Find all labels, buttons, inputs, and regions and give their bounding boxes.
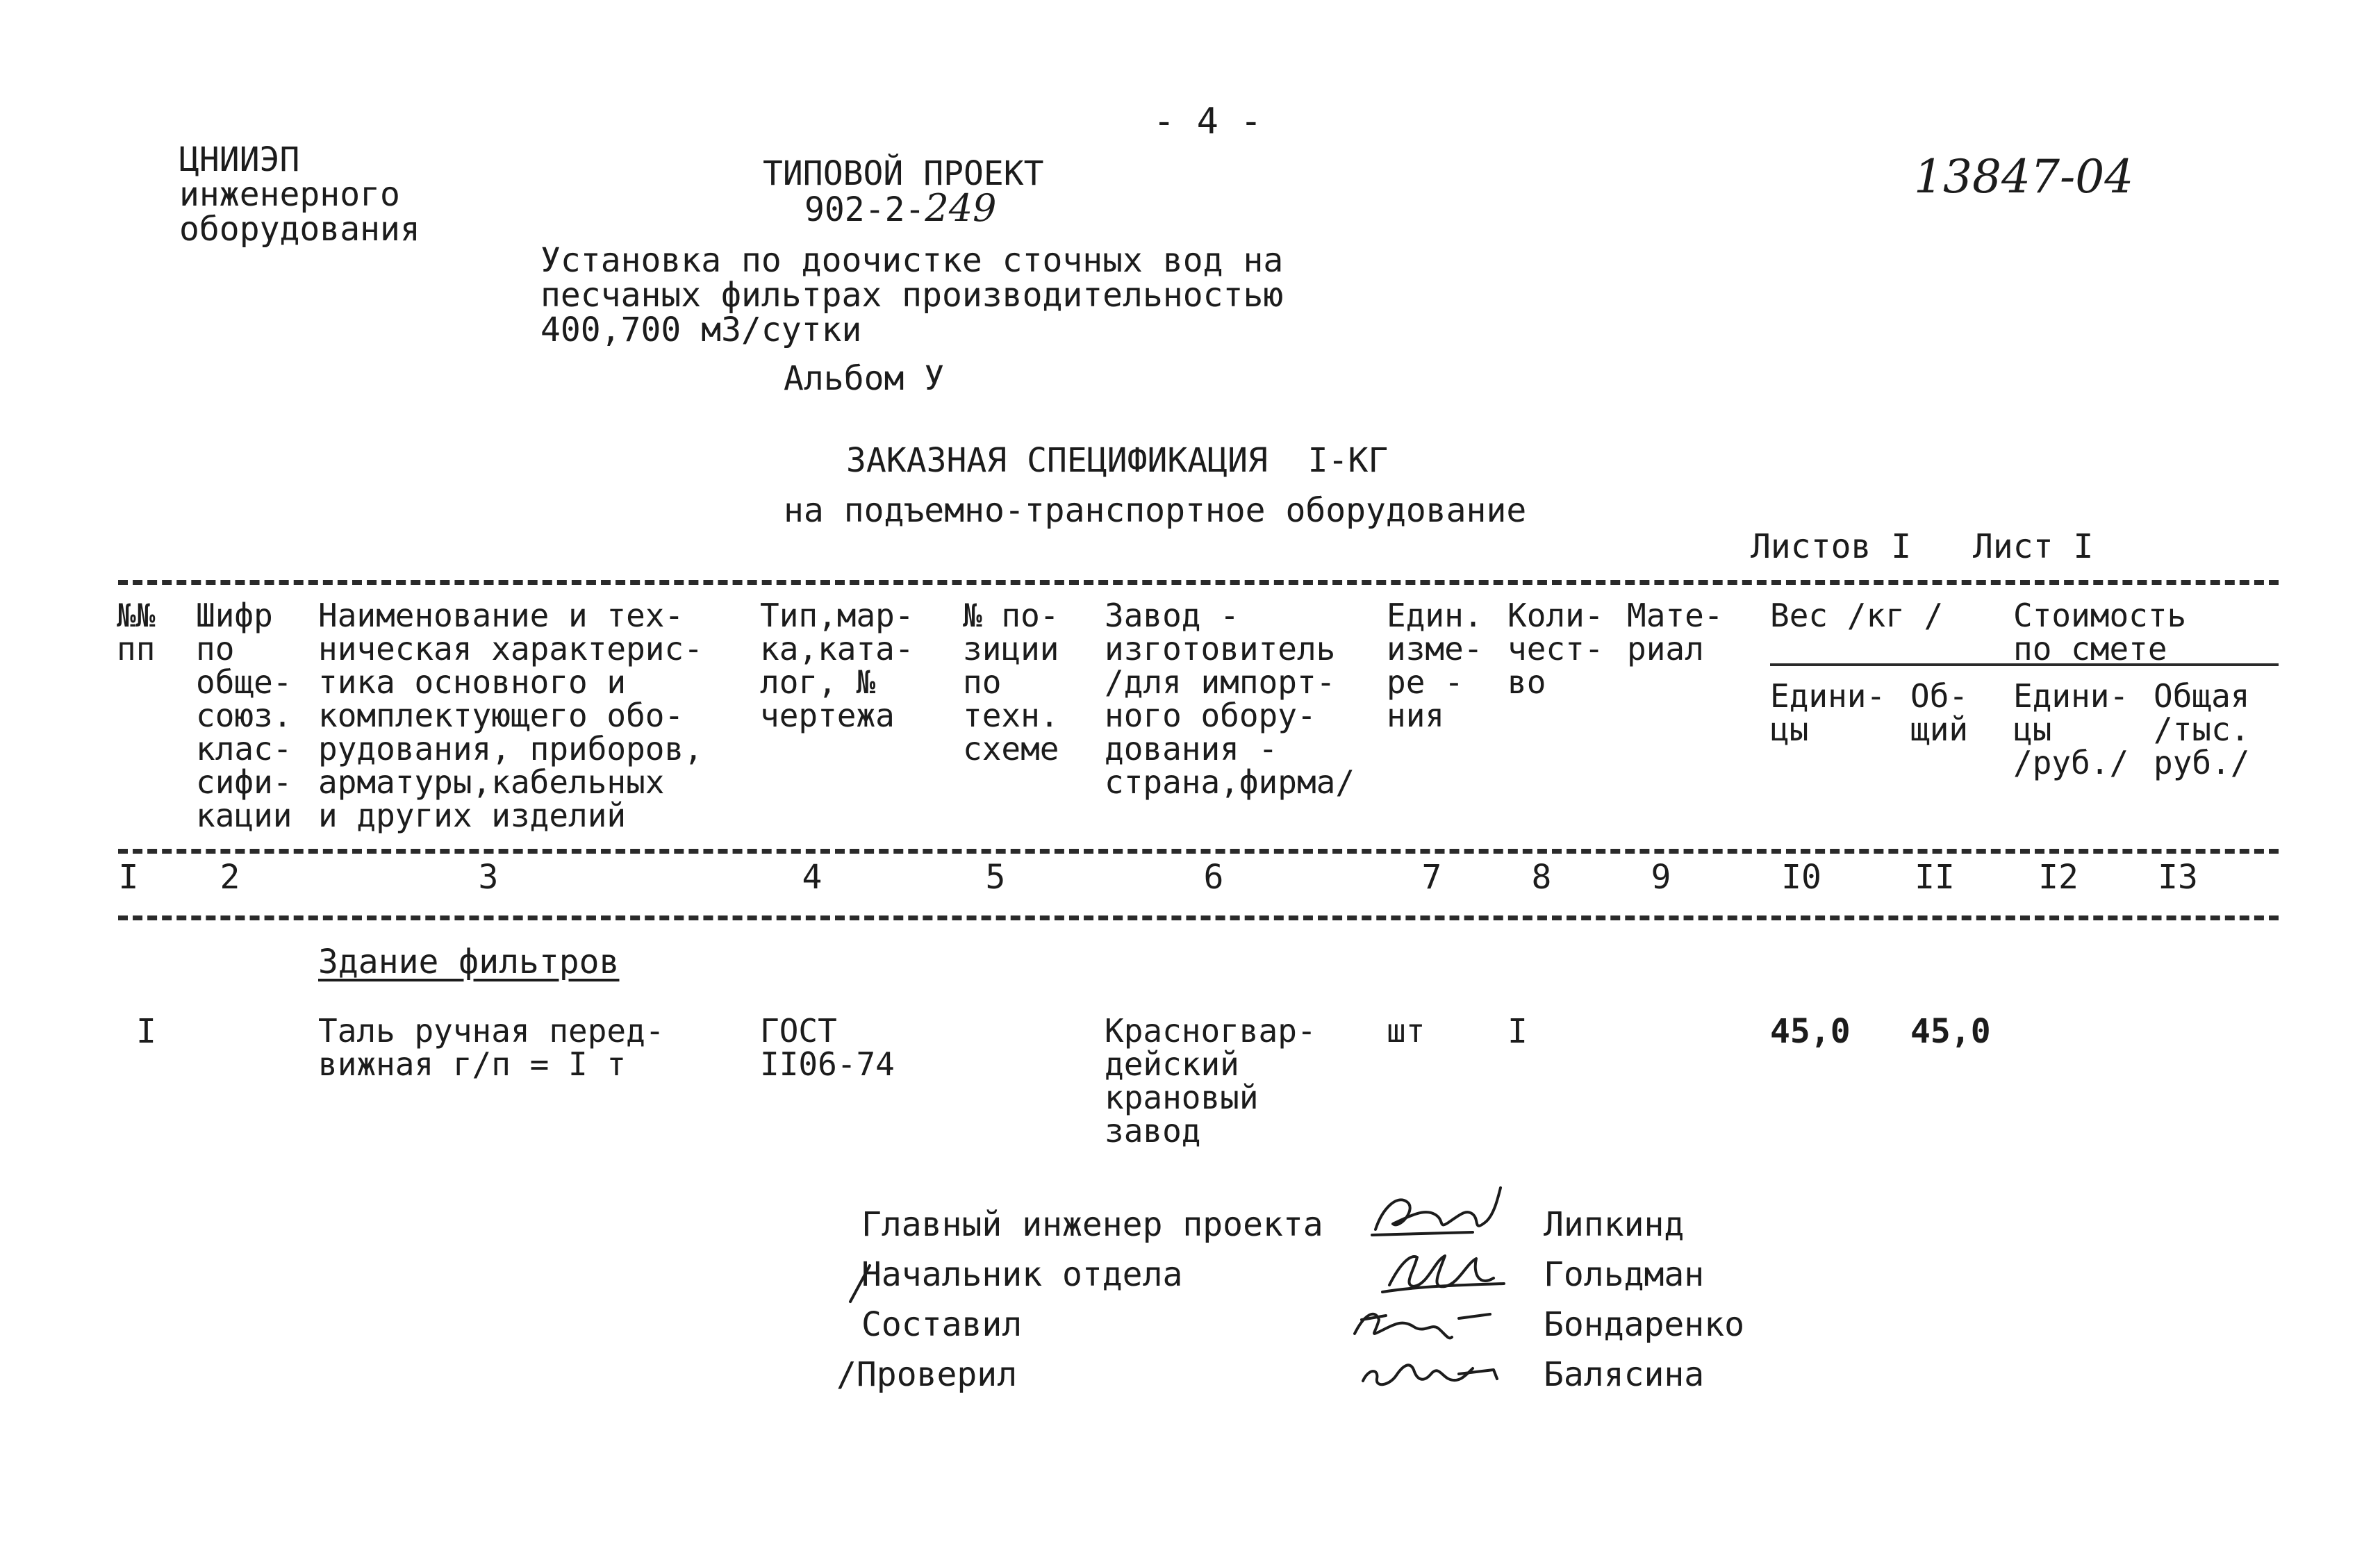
organization-name: ЦНИИЭП инженерного оборудования <box>179 140 420 249</box>
signature-scribble-3 <box>1348 1299 1501 1348</box>
header-col-2: Шифр по обще- союз. клас- сифи- кации <box>196 597 292 834</box>
colnum-11: II <box>1915 858 1955 897</box>
colnum-5: 5 <box>985 858 1006 897</box>
header-cost-group: Стоимость по смете <box>2013 597 2187 668</box>
row-number: I <box>136 1012 156 1051</box>
signature-name-compiled-by: Бондаренко <box>1544 1305 1744 1344</box>
row-weight-unit: 45,0 <box>1770 1012 1851 1051</box>
row-weight-total: 45,0 <box>1910 1012 1991 1051</box>
colnum-7: 7 <box>1421 858 1442 897</box>
colnum-2: 2 <box>220 858 240 897</box>
row-type: ГОСТ II06-74 <box>760 1012 895 1083</box>
table-top-rule <box>118 580 2279 585</box>
handwritten-slash-mark <box>846 1263 874 1304</box>
header-col-10: Едини- цы <box>1770 677 1886 748</box>
signature-name-checked-by: Балясина <box>1544 1355 1705 1394</box>
section-heading: Здание фильтров <box>318 943 620 981</box>
colnum-3: 3 <box>478 858 499 897</box>
page-number: - 4 - <box>1153 101 1262 142</box>
header-col-4: Тип,мар- ка,ката- лог, № чертежа <box>760 597 914 734</box>
row-name: Таль ручная перед- вижная г/п = I т <box>318 1012 665 1083</box>
header-bottom-rule <box>118 849 2279 854</box>
header-col-7: Един. изме- ре - ния <box>1387 597 1483 734</box>
signature-name-head-of-department: Гольдман <box>1544 1255 1705 1294</box>
row-unit: шт <box>1387 1012 1425 1050</box>
sheets-total: Листов I <box>1751 527 1912 566</box>
spec-title: ЗАКАЗНАЯ СПЕЦИФИКАЦИЯ I-КГ <box>846 441 1389 480</box>
header-col-12: Едини- цы /руб./ <box>2013 677 2129 781</box>
row-quantity: I <box>1507 1012 1528 1051</box>
header-col-11: Об- щий <box>1910 677 1969 748</box>
signature-role-compiled-by: Составил <box>861 1305 1023 1344</box>
header-group-rule <box>1770 663 2279 666</box>
signature-role-head-of-department: Начальник отдела <box>861 1255 1183 1294</box>
signature-name-chief-engineer: Липкинд <box>1544 1205 1685 1244</box>
colnum-12: I2 <box>2038 858 2079 897</box>
header-col-6: Завод - изготовитель /для импорт- ного обору- дования - страна,фирма/ <box>1105 597 1355 801</box>
colnum-1: I <box>118 858 139 897</box>
colnum-13: I3 <box>2158 858 2198 897</box>
signature-scribble-1 <box>1369 1181 1507 1243</box>
project-label: ТИПОВОЙ ПРОЕКТ <box>763 154 1044 193</box>
colnum-4: 4 <box>802 858 823 897</box>
header-col-5: № по- зиции по техн. схеме <box>963 597 1059 768</box>
project-title: Установка по доочистке сточных вод на песчаных фильтрах производительностью 400,700 м3/сутки <box>540 241 1284 349</box>
header-col-1: №№ пп <box>117 597 156 668</box>
colnum-9: 9 <box>1651 858 1671 897</box>
header-col-3: Наименование и тех- ническая характерис- тика основного и комплектующего обо- рудования, приборов, арматуры,кабельных и других изделий <box>318 597 703 834</box>
colnum-8: 8 <box>1531 858 1552 897</box>
project-number-printed: 902-2- <box>804 190 925 229</box>
column-numbers-rule <box>118 915 2279 920</box>
row-manufacturer: Красногвар- дейский крановый завод <box>1105 1012 1316 1150</box>
header-col-13: Общая /тыс. руб./ <box>2154 677 2250 781</box>
header-col-9: Мате- риал <box>1627 597 1724 668</box>
signature-scribble-2 <box>1375 1243 1514 1299</box>
sheet-number: Лист I <box>1973 527 2094 566</box>
header-col-8: Коли- чест- во <box>1507 597 1604 701</box>
project-number <box>804 186 997 230</box>
header-weight-group: Вес /кг / <box>1770 597 1944 634</box>
spec-subtitle: на подъемно-транспортное оборудование <box>784 491 1527 530</box>
album-label: Альбом У <box>784 359 945 398</box>
colnum-6: 6 <box>1203 858 1224 897</box>
signature-role-chief-engineer: Главный инженер проекта <box>861 1205 1323 1244</box>
colnum-10: I0 <box>1781 858 1821 897</box>
registration-number: 13847-04 <box>1914 150 2134 204</box>
project-number-handwritten: 249 <box>925 186 997 230</box>
signature-scribble-4 <box>1355 1348 1507 1396</box>
signature-role-checked-by: /Проверил <box>836 1355 1018 1394</box>
